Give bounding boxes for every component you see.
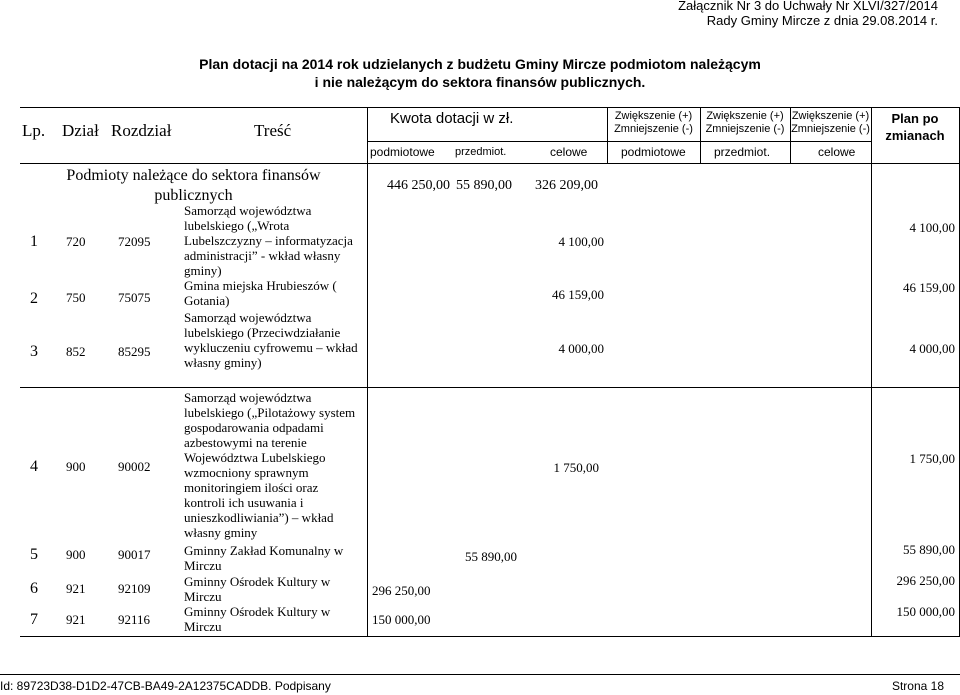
row-change: 4 000,00 bbox=[558, 341, 604, 356]
row-description: Gminny Ośrodek Kultury w Mirczu bbox=[184, 574, 331, 604]
row-przedmiot: 55 890,00 bbox=[465, 549, 517, 564]
row-description: Samorząd województwa lubelskiego (Przeciwdziałanie wykluczeniu cyfrowemu – wkład własny gminy) bbox=[184, 310, 358, 370]
document-title-line-2: i nie należącym do sektora finansów publicznych. bbox=[314, 74, 646, 90]
row-lp: 3 bbox=[30, 343, 38, 360]
header-dzial: Dział bbox=[62, 121, 99, 140]
subheader-przedmiot-2: przedmiot. bbox=[714, 145, 771, 159]
row-plan: 4 000,00 bbox=[909, 341, 955, 356]
row-dzial: 921 bbox=[66, 581, 86, 596]
annex-line-2: Rady Gminy Mircze z dnia 29.08.2014 r. bbox=[706, 13, 938, 28]
header-rozdzial: Rozdział bbox=[111, 121, 172, 140]
row-plan: 46 159,00 bbox=[903, 280, 955, 295]
row-dzial: 720 bbox=[66, 234, 86, 249]
header-change1-decrease: Zmniejszenie (-) bbox=[614, 123, 693, 135]
row-lp: 5 bbox=[30, 546, 38, 563]
row-dzial: 852 bbox=[66, 344, 86, 359]
row-rozdzial: 92109 bbox=[118, 581, 151, 596]
row-change: 4 100,00 bbox=[558, 234, 604, 249]
row-description: Gminny Ośrodek Kultury w Mirczu bbox=[184, 604, 331, 634]
row-rozdzial: 85295 bbox=[118, 344, 151, 359]
row-plan: 4 100,00 bbox=[909, 220, 955, 235]
row-plan: 150 000,00 bbox=[896, 604, 955, 619]
row-lp: 4 bbox=[30, 458, 38, 475]
header-lp: Lp. bbox=[22, 121, 46, 140]
subheader-przedmiot: przedmiot. bbox=[455, 146, 507, 158]
subheader-celowe-2: celowe bbox=[818, 145, 856, 159]
row-change: 1 750,00 bbox=[553, 460, 599, 475]
row-lp: 6 bbox=[30, 580, 38, 597]
header-plan-line-1: Plan po bbox=[891, 111, 939, 126]
row-description: Gmina miejska Hrubieszów ( Gotania) bbox=[184, 278, 337, 308]
row-podmiotowe: 150 000,00 bbox=[372, 612, 431, 627]
header-tresc: Treść bbox=[254, 121, 292, 140]
row-dzial: 921 bbox=[66, 612, 86, 627]
row-plan: 1 750,00 bbox=[909, 451, 955, 466]
row-plan: 55 890,00 bbox=[903, 542, 955, 557]
section-title-line-2: publicznych bbox=[154, 187, 233, 204]
header-change2-increase: Zwiększenie (+) bbox=[706, 110, 784, 122]
row-plan: 296 250,00 bbox=[896, 573, 955, 588]
section-title-line-1: Podmioty należące do sektora finansów bbox=[66, 167, 321, 184]
subheader-podmiotowe-2: podmiotowe bbox=[621, 145, 686, 159]
row-rozdzial: 90002 bbox=[118, 459, 151, 474]
row-description: Samorząd województwa lubelskiego („Pilotażowy system gospodarowania odpadami azbestowymi na terenie Województwa Lubelskiego wzmocniony sprawnym monitoringiem ilości oraz kontroli ich usuwania i unieszkodliwiania”) – wkład własny gminy bbox=[184, 390, 356, 540]
header-change3-decrease: Zmniejszenie (-) bbox=[791, 123, 870, 135]
total-podmiotowe: 446 250,00 bbox=[387, 178, 450, 193]
document-title-line-1: Plan dotacji na 2014 rok udzielanych z budżetu Gminy Mircze podmiotom należącym bbox=[199, 56, 761, 72]
footer-document-id: Id: 89723D38-D1D2-47CB-BA49-2A12375CADDB. Podpisany bbox=[0, 679, 331, 693]
annex-line-1: Załącznik Nr 3 do Uchwały Nr XLVI/327/2014 bbox=[678, 0, 938, 13]
footer-divider bbox=[0, 674, 960, 675]
row-dzial: 750 bbox=[66, 290, 86, 305]
header-change2-decrease: Zmniejszenie (-) bbox=[705, 123, 785, 135]
header-plan-line-2: zmianach bbox=[885, 128, 945, 143]
row-description: Samorząd województwa lubelskiego („Wrota Lubelszczyzny – informatyzacja administracji” - wkład własny gminy) bbox=[184, 203, 353, 278]
row-lp: 7 bbox=[30, 611, 38, 628]
row-rozdzial: 72095 bbox=[118, 234, 151, 249]
row-podmiotowe: 296 250,00 bbox=[372, 583, 431, 598]
row-lp: 1 bbox=[30, 233, 38, 250]
row-change: 46 159,00 bbox=[552, 287, 604, 302]
row-dzial: 900 bbox=[66, 547, 86, 562]
row-rozdzial: 90017 bbox=[118, 547, 151, 562]
row-rozdzial: 92116 bbox=[118, 612, 151, 627]
row-description: Gminny Zakład Komunalny w Mirczu bbox=[184, 543, 344, 573]
header-change3-increase: Zwiększenie (+) bbox=[791, 110, 870, 122]
subheader-podmiotowe: podmiotowe bbox=[370, 145, 435, 159]
header-kwota: Kwota dotacji w zł. bbox=[390, 110, 514, 127]
footer-page-number: Strona 18 bbox=[891, 679, 944, 693]
subheader-celowe: celowe bbox=[550, 145, 588, 159]
header-change1-increase: Zwiększenie (+) bbox=[614, 110, 693, 122]
total-celowe: 326 209,00 bbox=[535, 178, 598, 193]
row-dzial: 900 bbox=[66, 459, 86, 474]
row-rozdzial: 75075 bbox=[118, 290, 151, 305]
row-lp: 2 bbox=[30, 290, 38, 307]
total-przedmiot: 55 890,00 bbox=[456, 178, 512, 193]
